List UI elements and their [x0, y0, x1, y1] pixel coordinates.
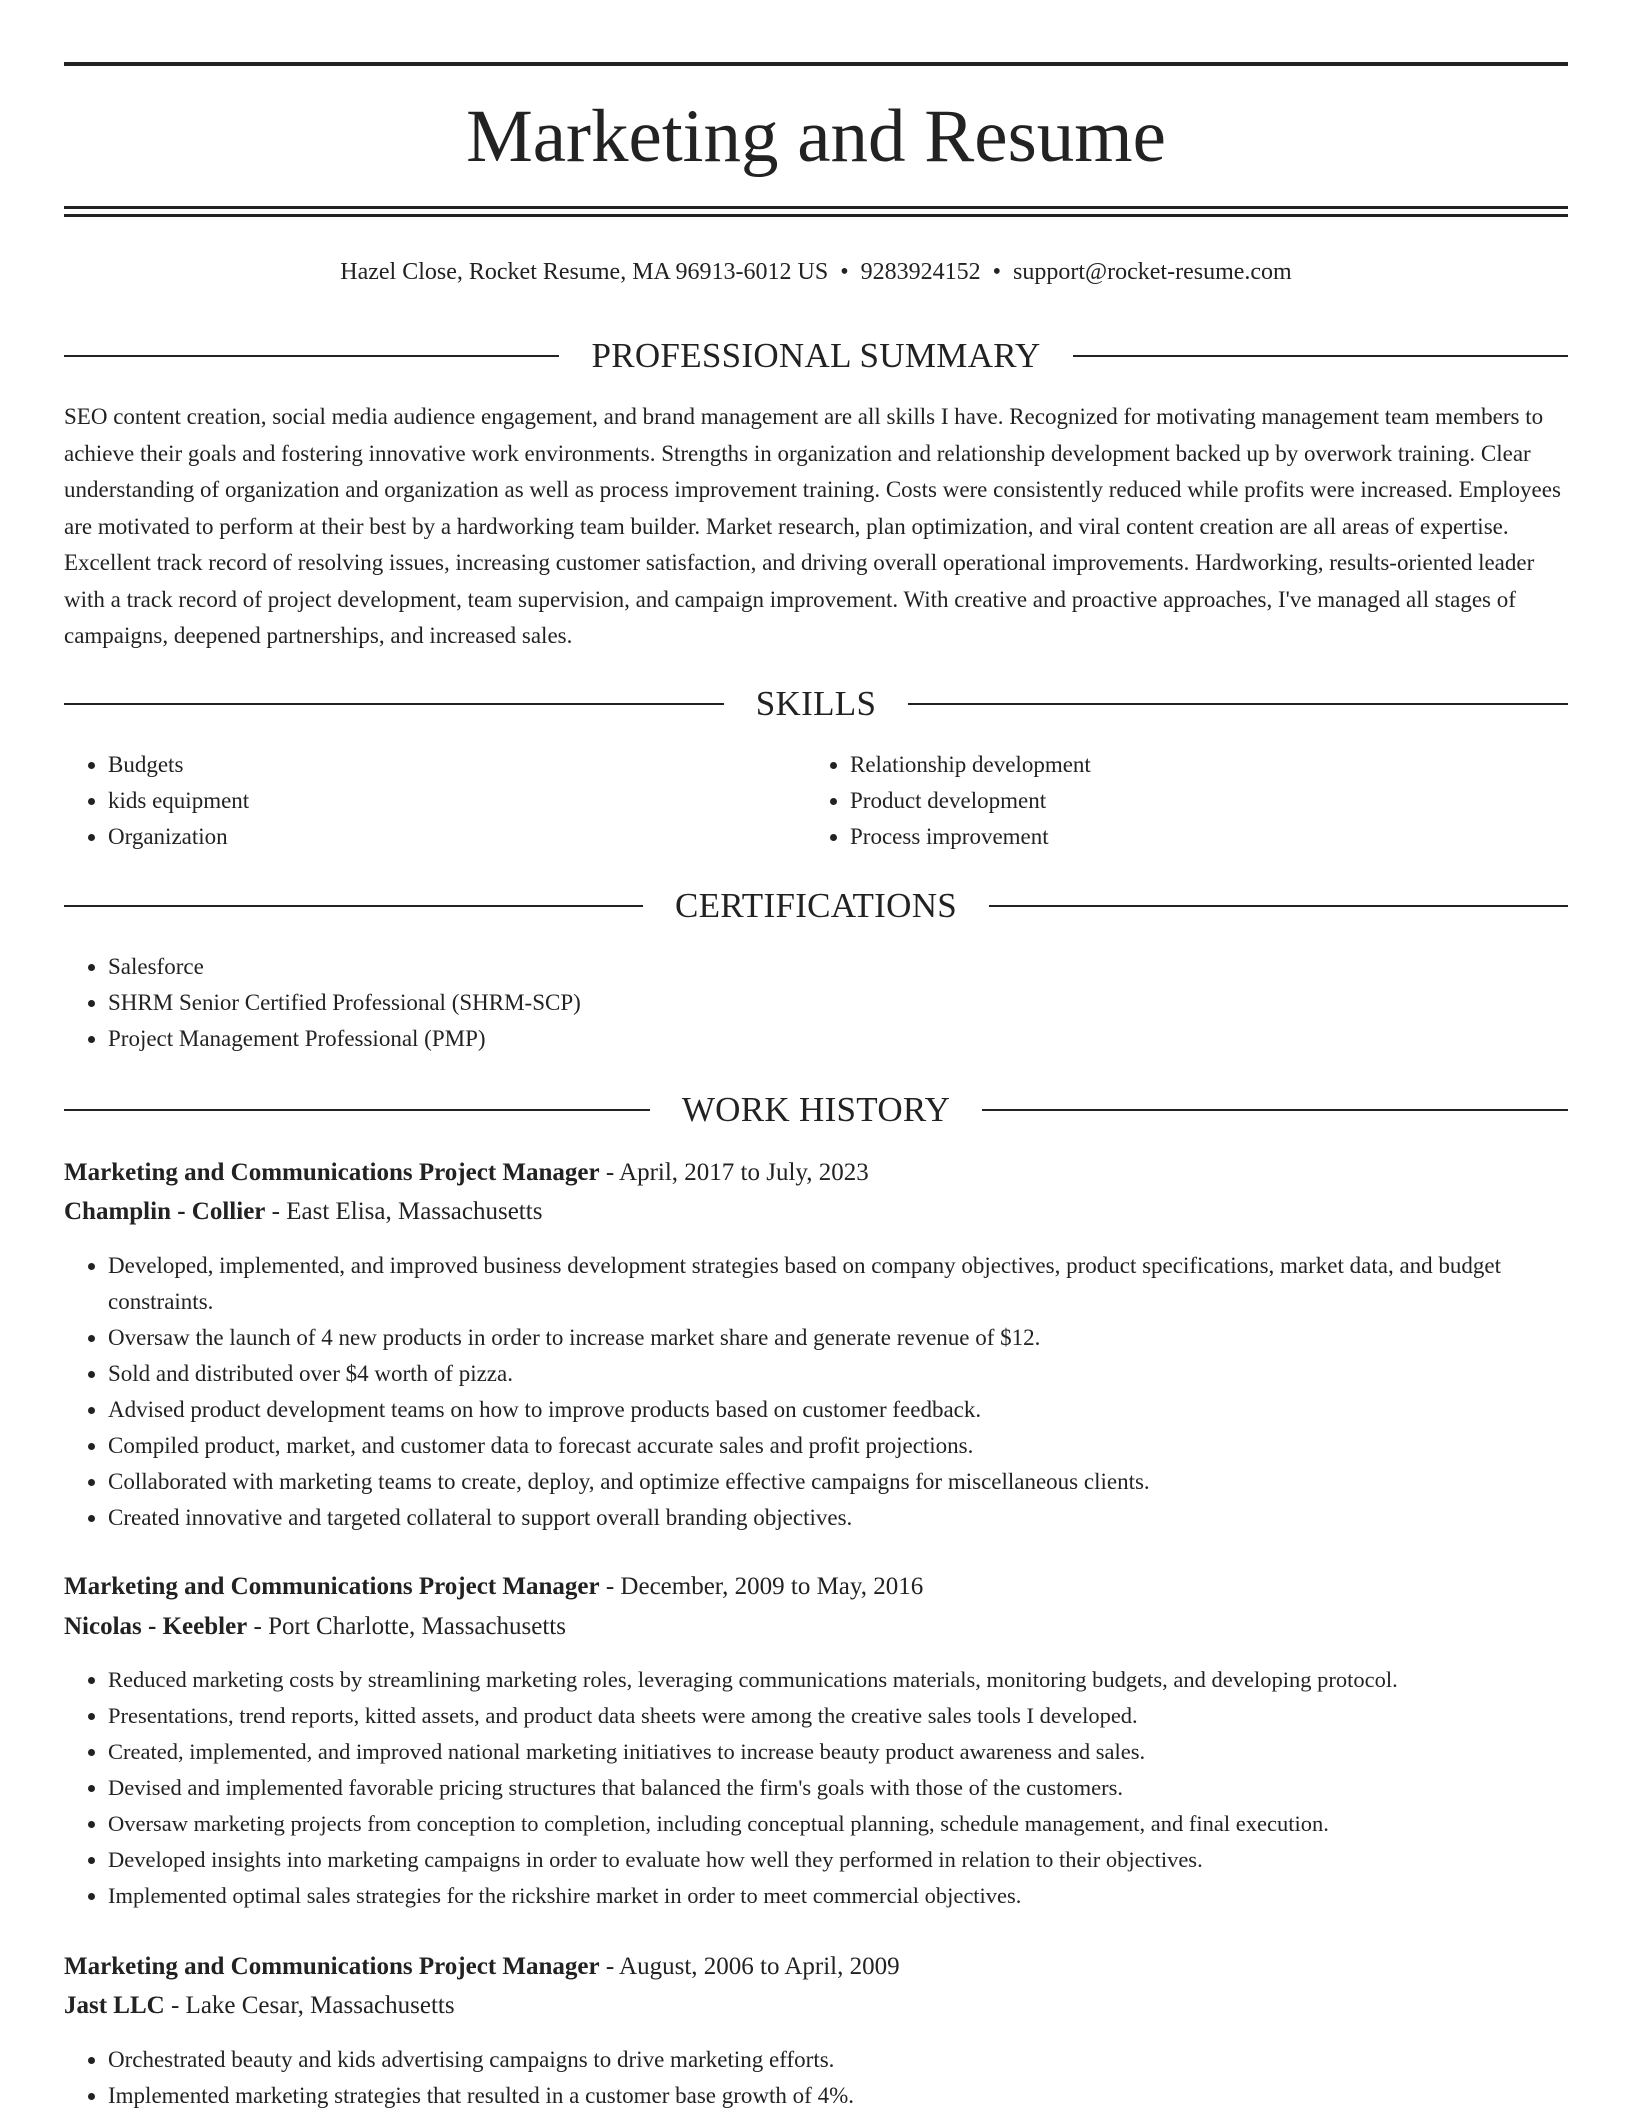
- contact-separator: •: [992, 259, 1002, 285]
- divider: [1073, 355, 1568, 357]
- job-bullet: • Advised product development teams on how to improve products based on customer feedback.: [108, 1392, 1612, 1428]
- skills-list-left: [64, 747, 808, 855]
- section-heading-certifications: [64, 884, 1568, 928]
- skill-item: • Process improvement: [850, 819, 1550, 855]
- skill-item: • kids equipment: [108, 783, 808, 819]
- job-bullet: • Implemented marketing strategies that resulted in a customer base growth of 4%.: [108, 2078, 1612, 2114]
- job-bullet: • Developed, implemented, and improved business development strategies based on company objectives, product specifications, market data, and budget constraints.: [108, 1248, 1612, 1320]
- job-bullet: • Presentations, trend reports, kitted assets, and product data sheets were among the creative sales tools I developed.: [108, 1698, 1612, 1734]
- company-location: - Lake Cesar, Massachusetts: [164, 1992, 455, 2019]
- section-heading-skills: [64, 682, 1568, 726]
- job-dates: - August, 2006 to April, 2009: [599, 1953, 900, 1980]
- resume-title: Marketing and Resume: [466, 95, 1166, 178]
- job-title-line: [64, 1948, 1568, 1986]
- section-heading-text: PROFESSIONAL SUMMARY: [591, 336, 1041, 375]
- job-bullet: • Created, implemented, and improved national marketing initiatives to increase beauty product awareness and sales.: [108, 1734, 1612, 1770]
- divider: [64, 355, 559, 357]
- certification-item: • Project Management Professional (PMP): [108, 1021, 1568, 1057]
- job-title-line: [64, 1154, 1568, 1192]
- job-bullet: • Sold and distributed over $4 worth of pizza.: [108, 1356, 1612, 1392]
- contact-address: Hazel Close, Rocket Resume, MA 96913-6012 US: [340, 259, 829, 285]
- top-rule: [64, 62, 1568, 66]
- job-title: Marketing and Communications Project Manager: [64, 1953, 600, 1980]
- skill-item: • Relationship development: [850, 747, 1550, 783]
- company-location: - East Elisa, Massachusetts: [265, 1198, 543, 1225]
- job-company-line: [64, 1193, 1568, 1231]
- certification-item: • SHRM Senior Certified Professional (SHRM-SCP): [108, 985, 1568, 1021]
- company-name: Jast LLC: [64, 1992, 165, 2019]
- section-heading-summary: [64, 334, 1568, 378]
- job-bullet: • Collaborated with marketing teams to create, deploy, and optimize effective campaigns for miscellaneous clients.: [108, 1464, 1612, 1500]
- company-location: - Port Charlotte, Massachusetts: [247, 1613, 566, 1640]
- job-bullet: • Compiled product, market, and customer data to forecast accurate sales and profit projections.: [108, 1428, 1612, 1464]
- divider: [64, 1109, 650, 1111]
- job-company-line: [64, 1987, 1568, 2025]
- job-bullet: • Oversaw the launch of 4 new products in order to increase market share and generate revenue of $12.: [108, 1320, 1612, 1356]
- skills-list-right: [806, 747, 1550, 855]
- certification-item: • Salesforce: [108, 949, 1568, 985]
- divider: [908, 703, 1568, 705]
- divider: [64, 905, 643, 907]
- skill-item: • Product development: [850, 783, 1550, 819]
- job-dates: - April, 2017 to July, 2023: [599, 1159, 869, 1186]
- job-title-line: [64, 1568, 1568, 1606]
- job-bullet: • Developed insights into marketing campaigns in order to evaluate how well they performed in relation to their objectives.: [108, 1842, 1612, 1878]
- section-heading-text: CERTIFICATIONS: [674, 886, 958, 925]
- job-bullet: • Implemented optimal sales strategies for the rickshire market in order to meet commercial objectives.: [108, 1878, 1612, 1914]
- job-bullet: • Created innovative and targeted collateral to support overall branding objectives.: [108, 1500, 1612, 1536]
- contact-separator: •: [840, 259, 849, 285]
- job-bullets: [64, 2042, 1612, 2114]
- job-dates: - December, 2009 to May, 2016: [599, 1573, 924, 1600]
- company-name: Champlin - Collier: [64, 1198, 266, 1225]
- title-rule-lower: [64, 214, 1568, 217]
- job-bullet: • Reduced marketing costs by streamlining marketing roles, leveraging communications materials, monitoring budgets, and developing protocol.: [108, 1662, 1612, 1698]
- job-bullet: • Oversaw marketing projects from conception to completion, including conceptual planning, schedule management, and final execution.: [108, 1806, 1612, 1842]
- skill-item: • Organization: [108, 819, 808, 855]
- skill-item: • Budgets: [108, 747, 808, 783]
- divider: [982, 1109, 1568, 1111]
- section-heading-text: SKILLS: [755, 684, 877, 723]
- job-company-line: [64, 1608, 1568, 1646]
- job-bullets: [64, 1662, 1612, 1914]
- certifications-list: [64, 949, 1568, 1057]
- job-bullet: • Devised and implemented favorable pricing structures that balanced the firm's goals with those of the customers.: [108, 1770, 1612, 1806]
- job-title: Marketing and Communications Project Manager: [64, 1159, 600, 1186]
- contact-phone: 9283924152: [860, 259, 981, 285]
- section-heading-work-history: [64, 1088, 1568, 1132]
- company-name: Nicolas - Keebler: [64, 1613, 248, 1640]
- job-bullet: • Orchestrated beauty and kids advertising campaigns to drive marketing efforts.: [108, 2042, 1612, 2078]
- divider: [64, 703, 724, 705]
- title-rule-upper: [64, 206, 1568, 209]
- summary-text: SEO content creation, social media audience engagement, and brand management are all skills I have. Recognized for motivating management team members to achieve their goals and fostering innovative work environments. Strengths in organization and relationship development backed up by overwork training. Clear understanding of organization and organization as well as process improvement training. Costs were consistently reduced while profits were increased. Employees are motivated to perform at their best by a hardworking team builder. Market research, plan optimization, and viral content creation are all areas of expertise. Excellent track record of resolving issues, increasing customer satisfaction, and driving overall operational improvements. Hardworking, results-oriented leader with a track record of project development, team supervision, and campaign improvement. With creative and proactive approaches, I've managed all stages of campaigns, deepened partnerships, and increased sales.: [64, 404, 1561, 648]
- job-bullets: [64, 1248, 1612, 1536]
- contact-line: [64, 254, 1568, 290]
- section-heading-text: WORK HISTORY: [681, 1090, 951, 1129]
- divider: [989, 905, 1568, 907]
- contact-email: support@rocket-resume.com: [1013, 259, 1292, 285]
- job-title: Marketing and Communications Project Manager: [64, 1573, 600, 1600]
